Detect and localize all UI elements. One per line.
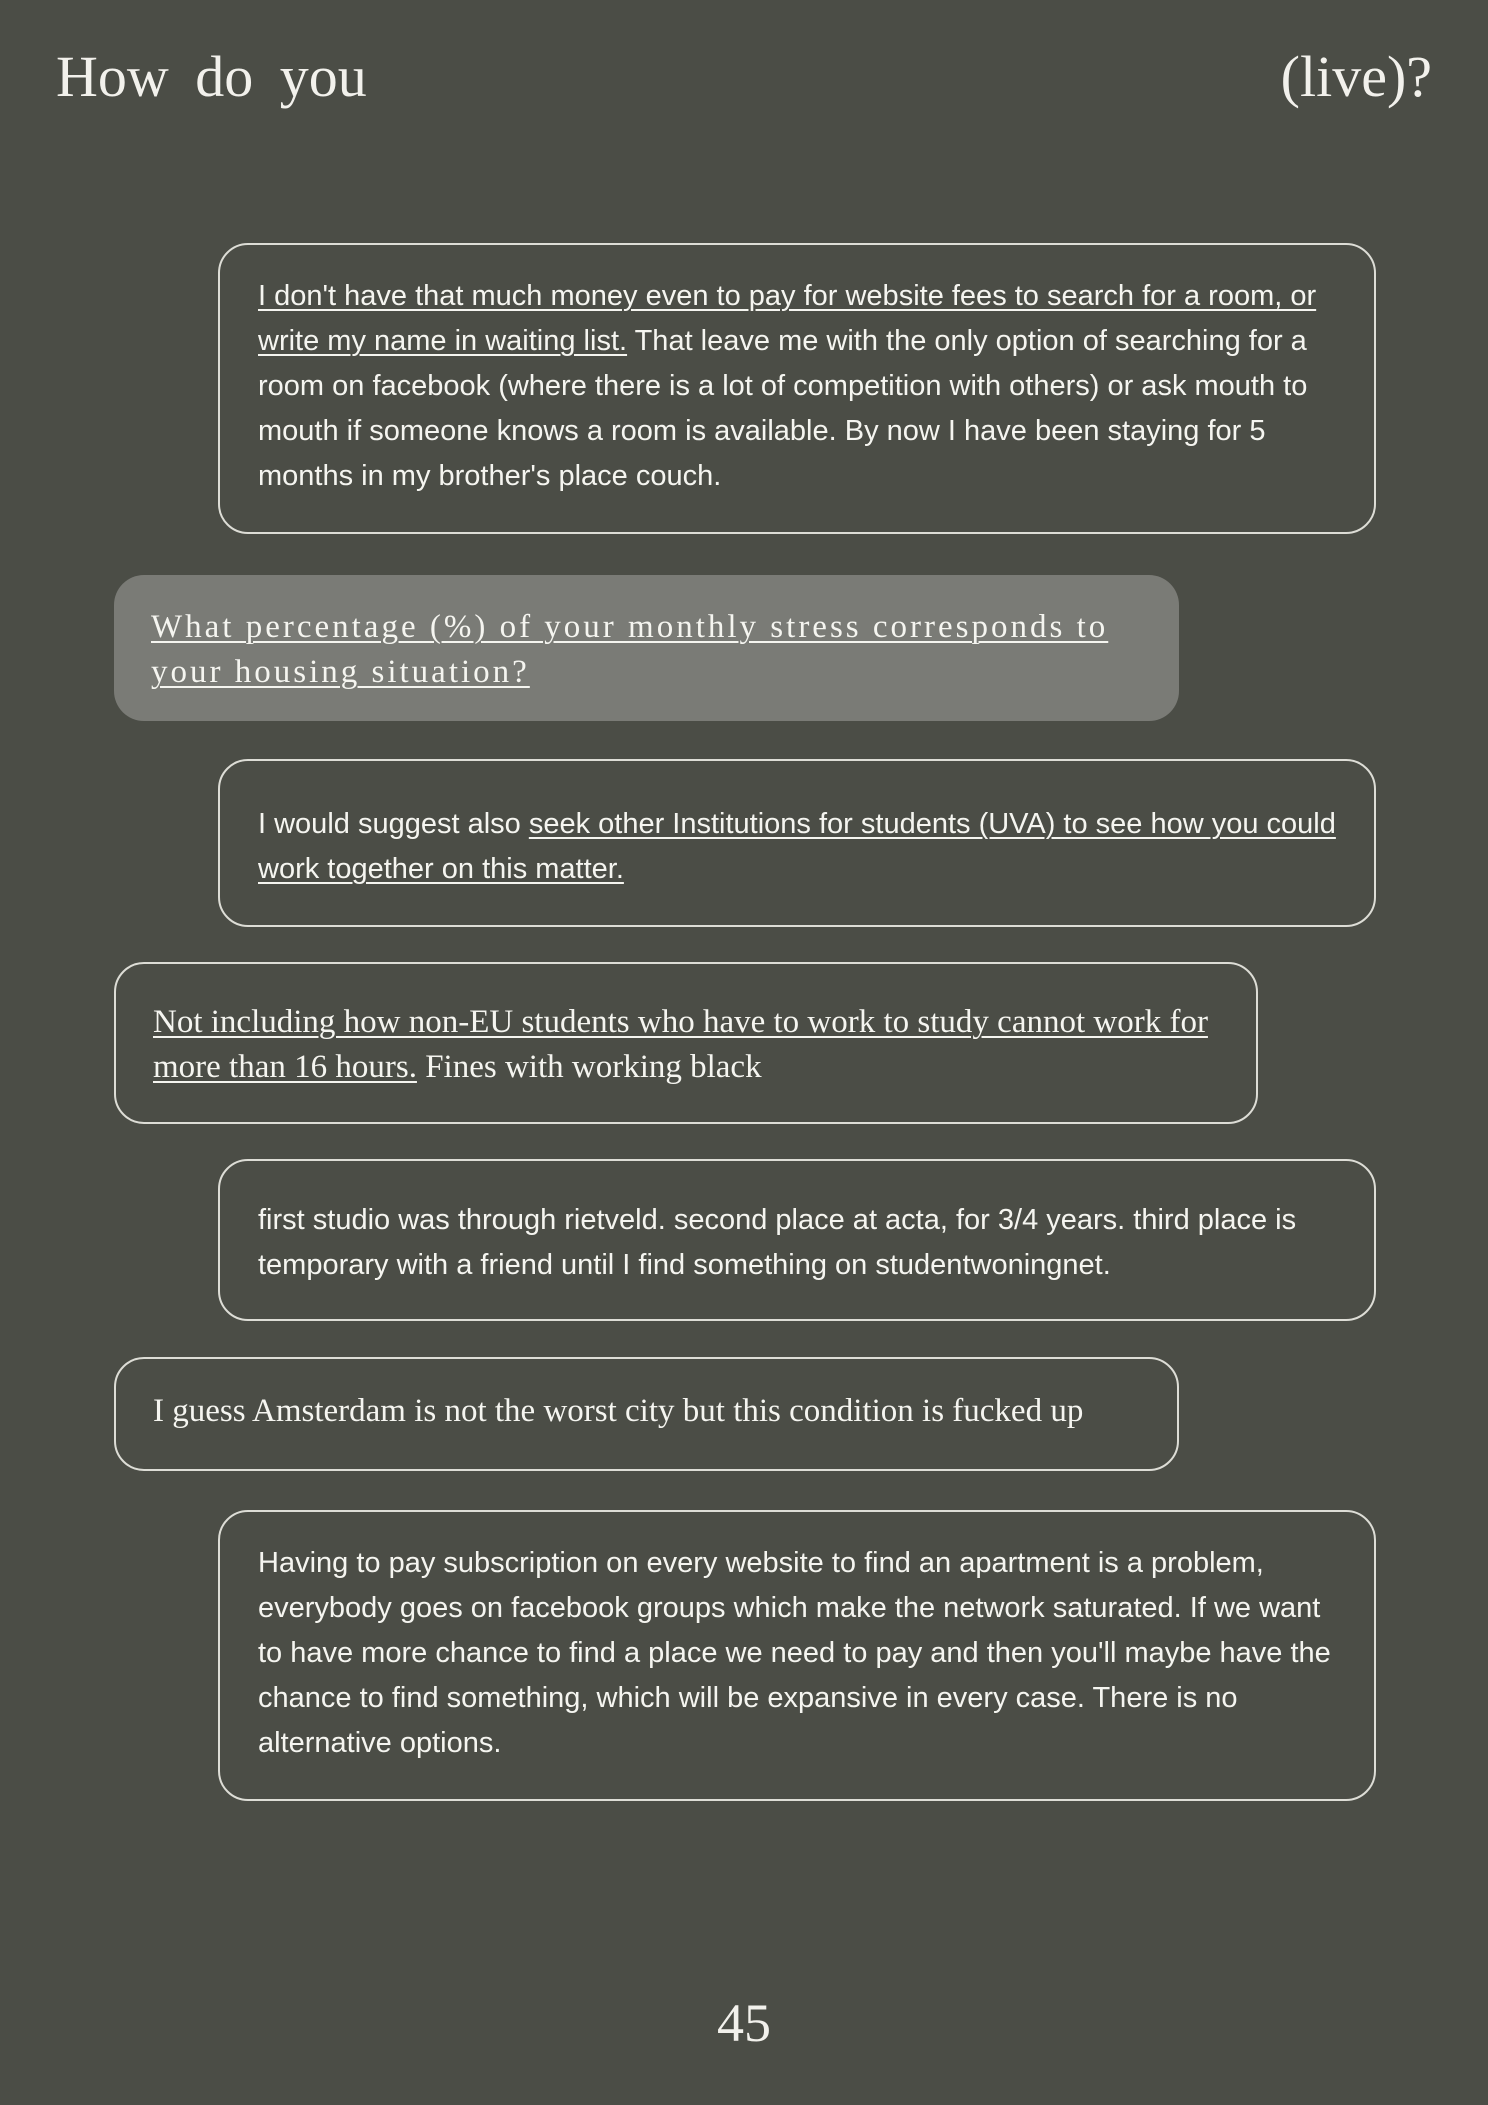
page-title-live: (live)? [1280,44,1432,109]
page-number: 45 [717,1993,771,2053]
answer-bubble-4 [114,962,1258,1124]
answer-4-underlined: Not including how non-EU students who have to work to study cannot work for more than 16 hours. [153,1004,1208,1085]
answer-bubble-6 [114,1357,1179,1471]
answer-bubble-7 [218,1510,1376,1801]
answer-7-text: Having to pay subscription on every website to find an apartment is a problem, everybody goes on facebook groups which make the network saturated. If we want to have more chance to find a place we need to pay and then you'll maybe have the chance to find something, which will be expansive in every case. There is no alternative options. [258,1547,1331,1759]
answer-3-underlined: seek other Institutions for students (UVA) to see how you could work together on this matter. [258,808,1336,885]
answer-bubble-3 [218,759,1376,927]
answer-5-text: first studio was through rietveld. second place at acta, for 3/4 years. third place is temporary with a friend until I find something on studentwoningnet. [258,1204,1297,1281]
answer-6-text: I guess Amsterdam is not the worst city but this condition is fucked up [153,1393,1084,1429]
answer-3-text: I would suggest also [258,808,529,840]
answer-bubble-1 [218,243,1376,534]
question-text: What percentage (%) of your monthly stress corresponds to your housing situation? [151,609,1109,690]
answer-1-underlined: I don't have that much money even to pay for website fees to search for a room, or write my name in waiting list. [258,280,1317,357]
answer-bubble-5 [218,1159,1376,1321]
page-title: How do you [56,44,367,109]
answer-1-text: That leave me with the only option of searching for a room on facebook (where there is a lot of competition with others) or ask mouth to mouth if someone knows a room is available. By now I have been staying for 5 months in my brother's place couch. [258,325,1308,492]
question-bubble [114,575,1179,721]
answer-4-text: Fines with working black [416,1049,762,1085]
